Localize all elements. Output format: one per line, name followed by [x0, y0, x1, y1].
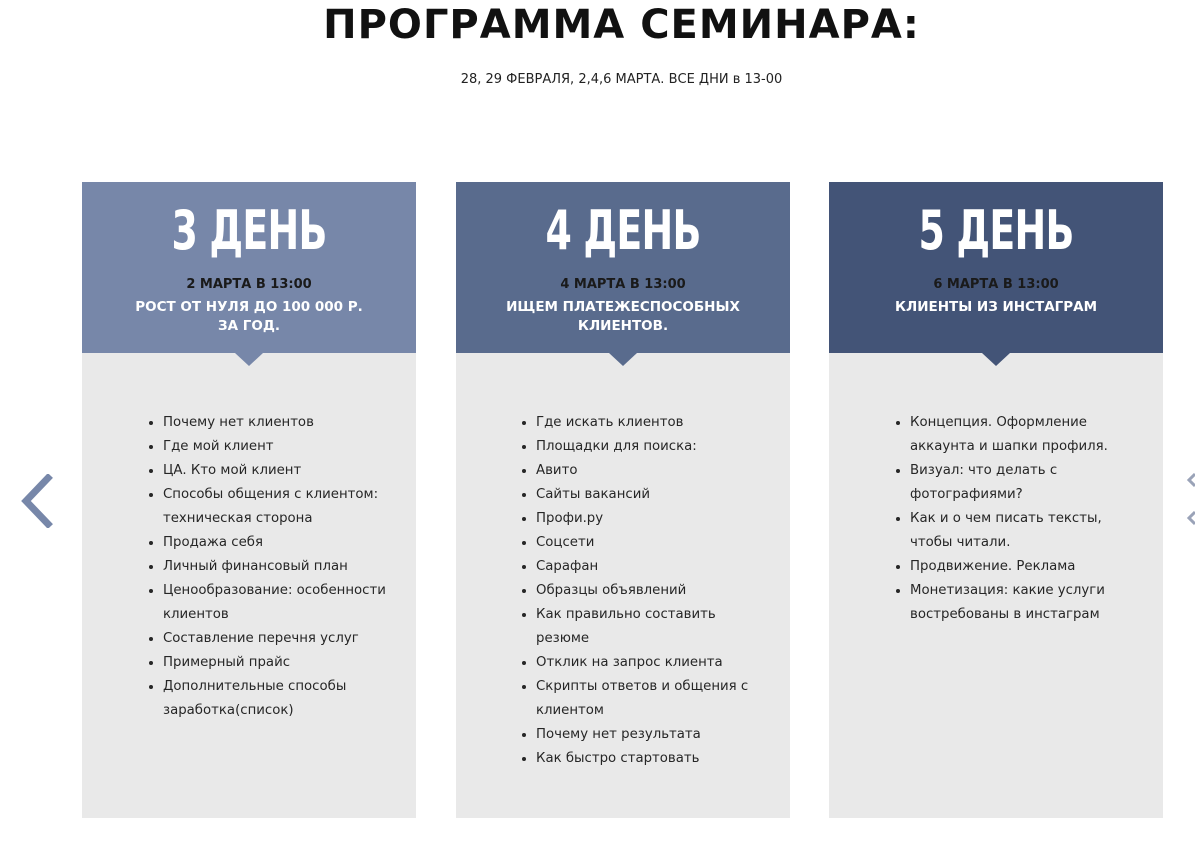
- list-item: • Скрипты ответов и общения с клиентом: [536, 675, 770, 723]
- page-subtitle: 28, 29 ФЕВРАЛЯ, 2,4,6 МАРТА. ВСЕ ДНИ в 13-00: [460, 72, 783, 87]
- list-item: • Продажа себя: [163, 531, 396, 555]
- day-date: 6 МАРТА В 13:00: [933, 277, 1059, 292]
- list-item: • Соцсети: [536, 531, 770, 555]
- day-title: 4 ДЕНЬ: [545, 199, 701, 262]
- list-item: • Сайты вакансий: [536, 483, 770, 507]
- list-item: • Авито: [536, 459, 770, 483]
- chevron-left-icon: [18, 474, 58, 528]
- day-date: 4 МАРТА В 13:00: [560, 277, 686, 292]
- day-title: 5 ДЕНЬ: [918, 199, 1074, 262]
- program-card-day-4: [456, 182, 790, 818]
- card-body: [82, 353, 416, 723]
- list-item: • Как и о чем писать тексты, чтобы читали.: [910, 507, 1143, 555]
- carousel-prev-button[interactable]: [18, 474, 58, 528]
- topic-list: [536, 411, 770, 771]
- list-item: • Сарафан: [536, 555, 770, 579]
- program-card-day-3: [82, 182, 416, 818]
- day-topic: КЛИЕНТЫ ИЗ ИНСТАГРАМ: [894, 299, 1098, 315]
- program-card-day-5: [829, 182, 1163, 818]
- list-item: • Почему нет результата: [536, 723, 770, 747]
- list-item: • Профи.ру: [536, 507, 770, 531]
- carousel-next-button[interactable]: [1186, 472, 1195, 532]
- list-item: • Способы общения с клиентом: техническая сторона: [163, 483, 396, 531]
- list-item: • Площадки для поиска:: [536, 435, 770, 459]
- list-item: • Монетизация: какие услуги востребованы в инстаграм: [910, 579, 1143, 627]
- card-header: [456, 182, 790, 353]
- topic-list: [163, 411, 396, 723]
- card-body: [829, 353, 1163, 627]
- list-item: • Как быстро стартовать: [536, 747, 770, 771]
- list-item: • Составление перечня услуг: [163, 627, 396, 651]
- list-item: • Концепция. Оформление аккаунта и шапки профиля.: [910, 411, 1143, 459]
- list-item: • Визуал: что делать с фотографиями?: [910, 459, 1143, 507]
- page-title: ПРОГРАММА СЕМИНАРА:: [323, 2, 920, 48]
- list-item: • Где мой клиент: [163, 435, 396, 459]
- topic-list: [910, 411, 1143, 627]
- list-item: • Личный финансовый план: [163, 555, 396, 579]
- card-header: [82, 182, 416, 353]
- list-item: • Как правильно составить резюме: [536, 603, 770, 651]
- day-date: 2 МАРТА В 13:00: [186, 277, 312, 292]
- list-item: • Почему нет клиентов: [163, 411, 396, 435]
- list-item: • Ценообразование: особенности клиентов: [163, 579, 396, 627]
- list-item: • Образцы объявлений: [536, 579, 770, 603]
- list-item: • ЦА. Кто мой клиент: [163, 459, 396, 483]
- list-item: • Отклик на запрос клиента: [536, 651, 770, 675]
- day-topic: ИЩЕМ ПЛАТЕЖЕСПОСОБНЫХ КЛИЕНТОВ.: [506, 299, 740, 334]
- list-item: • Где искать клиентов: [536, 411, 770, 435]
- list-item: • Дополнительные способы заработка(список): [163, 675, 396, 723]
- list-item: • Продвижение. Реклама: [910, 555, 1143, 579]
- chevron-right-icon: [1186, 472, 1195, 532]
- card-header: [829, 182, 1163, 353]
- card-body: [456, 353, 790, 771]
- list-item: • Примерный прайс: [163, 651, 396, 675]
- day-title: 3 ДЕНЬ: [171, 199, 327, 262]
- day-topic: РОСТ ОТ НУЛЯ ДО 100 000 Р. ЗА ГОД.: [135, 299, 363, 334]
